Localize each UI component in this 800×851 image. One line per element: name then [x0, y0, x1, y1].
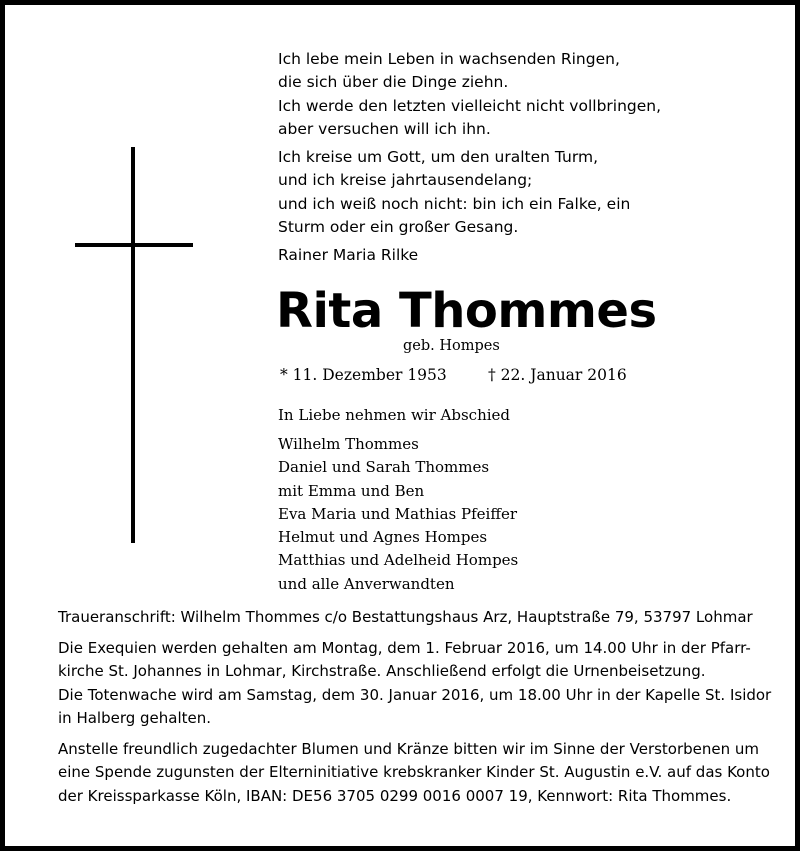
- poem-author: Rainer Maria Rilke: [278, 246, 419, 264]
- poem-line: Ich kreise um Gott, um den uralten Turm,: [278, 148, 598, 166]
- text-line: Anstelle freundlich zugedachter Blumen und Kränze bitten wir im Sinne der Verstorbenen um: [58, 740, 760, 758]
- list-item: Matthias und Adelheid Hompes: [278, 551, 519, 570]
- list-item: mit Emma und Ben: [278, 481, 425, 500]
- text-line: kirche St. Johannes in Lohmar, Kirchstraße. Anschließend erfolgt die Urnenbeisetzung.: [58, 662, 706, 681]
- deceased-name: Rita Thommes: [276, 283, 657, 339]
- cross-vertical-bar: [131, 147, 135, 543]
- funeral-service-info: [58, 637, 751, 684]
- text-line: in Halberg gehalten.: [58, 709, 212, 728]
- poem-line: Ich werde den letzten vielleicht nicht vollbringen,: [278, 96, 662, 115]
- list-item: Wilhelm Thommes: [278, 435, 419, 453]
- poem-line: Ich lebe mein Leben in wachsenden Ringen,: [278, 50, 620, 68]
- death-date: † 22. Januar 2016: [488, 366, 627, 384]
- donation-info: [58, 738, 770, 808]
- text-line: der Kreissparkasse Köln, IBAN: DE56 3705 0299 0016 0007 19, Kennwort: Rita Thommes.: [58, 786, 732, 805]
- mourner-list: [278, 433, 518, 596]
- poem-stanza-2: [278, 146, 748, 239]
- list-item: und alle Anverwandten: [278, 574, 455, 593]
- birth-date: * 11. Dezember 1953: [280, 366, 447, 384]
- list-item: Eva Maria und Mathias Pfeiffer: [278, 504, 518, 523]
- poem-line: und ich weiß noch nicht: bin ich ein Falke, ein: [278, 194, 631, 213]
- list-item: Daniel und Sarah Thommes: [278, 458, 490, 477]
- poem-line: aber versuchen will ich ihn.: [278, 119, 491, 138]
- poem-line: Sturm oder ein großer Gesang.: [278, 217, 519, 236]
- text-line: eine Spende zugunsten der Elterninitiative krebskranker Kinder St. Augustin e.V. auf das Konto: [58, 763, 770, 782]
- wake-info: [58, 684, 771, 731]
- maiden-name: geb. Hompes: [403, 338, 500, 354]
- list-item: Helmut und Agnes Hompes: [278, 528, 488, 547]
- text-line: Die Exequien werden gehalten am Montag, dem 1. Februar 2016, um 14.00 Uhr in der Pfarr-: [58, 639, 751, 657]
- poem-stanza-1: [278, 48, 748, 141]
- poem-line: die sich über die Dinge ziehn.: [278, 73, 509, 92]
- poem-line: und ich kreise jahrtausendelang;: [278, 171, 533, 190]
- text-line: Die Totenwache wird am Samstag, dem 30. Januar 2016, um 18.00 Uhr in der Kapelle St. Isidor: [58, 686, 772, 704]
- cross-horizontal-bar: [75, 243, 193, 247]
- mourning-address: Traueranschrift: Wilhelm Thommes c/o Bestattungshaus Arz, Hauptstraße 79, 53797 Lohmar: [58, 608, 753, 626]
- farewell-intro: In Liebe nehmen wir Abschied: [278, 406, 511, 424]
